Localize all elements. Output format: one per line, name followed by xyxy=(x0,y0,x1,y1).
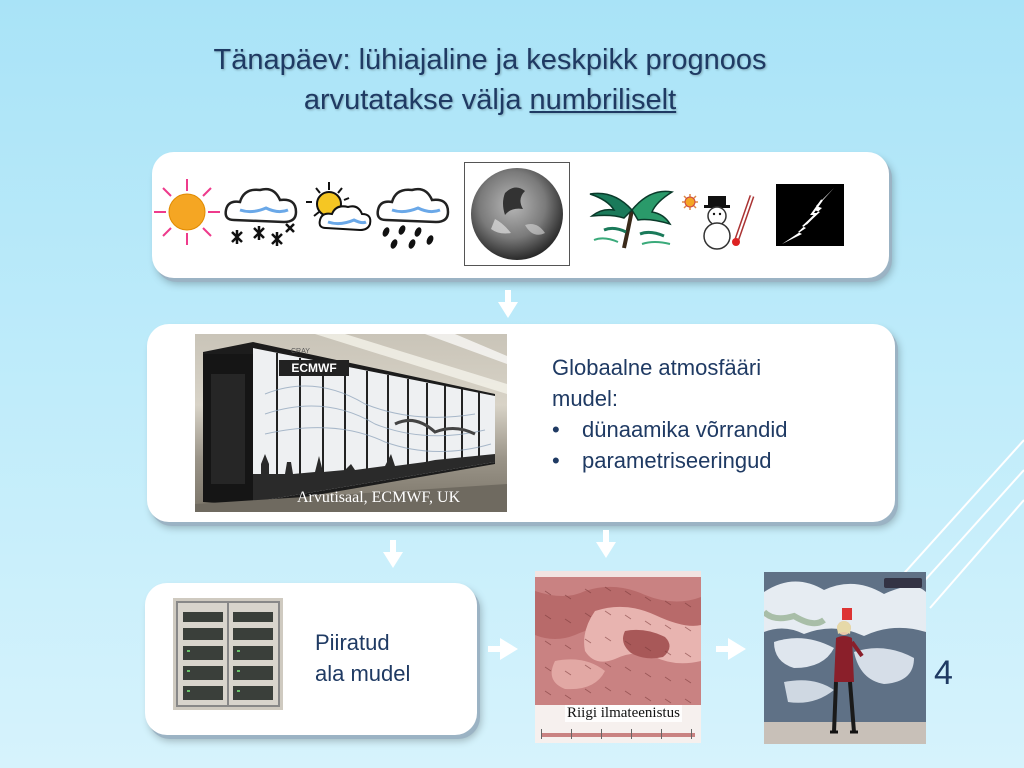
cray-label: CRAY xyxy=(291,348,310,355)
limited-line-2: ala mudel xyxy=(315,661,411,686)
arrow-right-icon-1 xyxy=(500,638,518,660)
title-line-1: Tänapäev: lühiajaline ja keskpikk prognoos xyxy=(213,44,767,76)
ecmwf-logo xyxy=(279,360,349,376)
sun-icon xyxy=(152,177,222,247)
slide-number: 4 xyxy=(934,654,953,692)
limited-area-model-panel xyxy=(145,583,477,735)
snow-cloud-icon xyxy=(222,180,302,255)
ecmwf-label: ECMWF xyxy=(291,361,337,375)
global-model-panel xyxy=(147,324,895,522)
limited-line-1: Piiratud xyxy=(315,630,390,655)
arrow-down-left-stem xyxy=(390,540,396,552)
windy-palm-icon xyxy=(584,180,674,250)
supercomputer-photo xyxy=(195,334,507,512)
arrow-down-icon xyxy=(498,302,518,318)
forecast-map-image xyxy=(535,571,701,743)
arrow-down-right-icon xyxy=(596,542,616,558)
global-model-description xyxy=(552,352,872,476)
title-underlined-word: numbriliselt xyxy=(529,84,677,116)
model-bullet-item: • parametriseeringud xyxy=(552,445,872,476)
model-heading-line-1: Globaalne atmosfääri xyxy=(552,355,762,380)
sun-behind-cloud-icon xyxy=(304,180,374,240)
tv-weather-photo xyxy=(764,572,926,744)
forecast-map-caption: Riigi ilmateenistus xyxy=(567,705,680,721)
limited-area-model-text xyxy=(315,627,410,689)
model-heading-line-2: mudel: xyxy=(552,386,619,411)
server-rack-photo xyxy=(173,598,283,710)
arrow-down-left-icon xyxy=(383,552,403,568)
lightning-icon xyxy=(776,184,844,246)
arrow-down-stem xyxy=(505,290,511,302)
arrow-down-right-stem xyxy=(603,530,609,542)
rain-cloud-icon xyxy=(374,182,452,252)
photo-caption: Arvutisaal, ECMWF, UK xyxy=(297,489,461,506)
snowman-icon xyxy=(682,190,760,250)
arrow-right-icon-2 xyxy=(728,638,746,660)
weather-icons-panel xyxy=(152,152,889,278)
title-line-2: arvutatakse välja numbriliselt xyxy=(303,84,677,116)
model-bullet-item: • dünaamika võrrandid xyxy=(552,414,872,445)
slide-title xyxy=(120,40,860,120)
model-bullet-list xyxy=(552,414,872,476)
satellite-globe-icon xyxy=(464,162,570,266)
